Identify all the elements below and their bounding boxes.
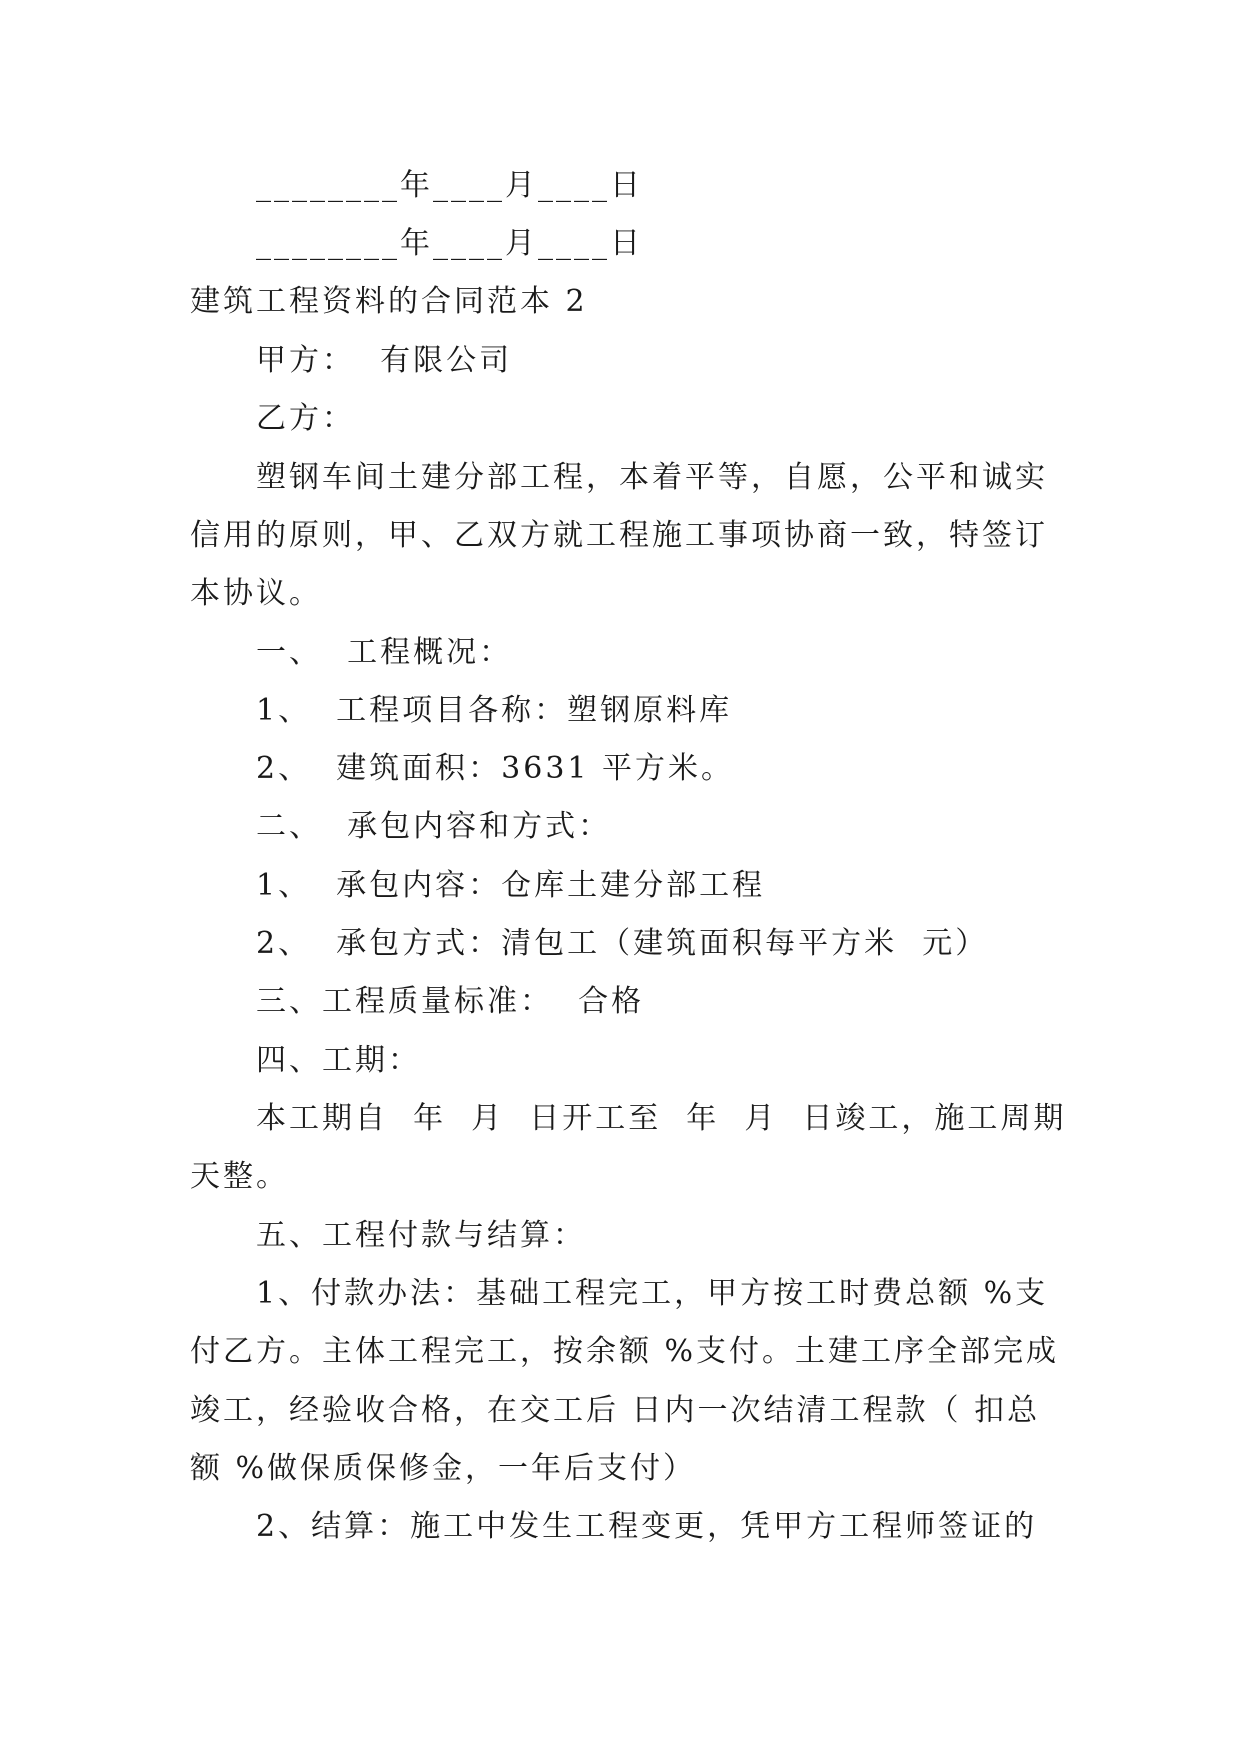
section-5-item-1-line-4: 额 %做保质保修金，一年后支付） <box>190 1451 697 1486</box>
intro-line-2: 信用的原则，甲、乙双方就工程施工事项协商一致，特签订 <box>190 518 1048 553</box>
party-a-line: 甲方： 有限公司 <box>256 343 513 378</box>
section-5-item-1-line-3: 竣工，经验收合格，在交工后 日内一次结清工程款（ 扣总 <box>190 1393 1041 1428</box>
section-1-item-1: 1、 工程项目各称：塑钢原料库 <box>256 693 733 728</box>
section-2-item-2: 2、 承包方式：清包工（建筑面积每平方米 元） <box>256 926 989 961</box>
date-line-1: ________年____月____日 <box>256 168 643 203</box>
section-4-heading: 四、工期： <box>256 1043 421 1078</box>
intro-line-3: 本协议。 <box>190 576 322 611</box>
section-1-item-2: 2、 建筑面积：3631 平方米。 <box>256 751 735 786</box>
date-line-2: ________年____月____日 <box>256 226 643 261</box>
section-2-heading: 二、 承包内容和方式： <box>256 809 612 844</box>
document-title: 建筑工程资料的合同范本 2 <box>190 284 588 319</box>
section-4-body-line-1: 本工期自 年 月 日开工至 年 月 日竣工，施工周期 <box>256 1101 1067 1136</box>
section-5-item-1-line-2: 付乙方。主体工程完工，按余额 %支付。土建工序全部完成 <box>190 1334 1060 1369</box>
section-5-item-2-line-1: 2、结算：施工中发生工程变更，凭甲方工程师签证的 <box>256 1509 1038 1544</box>
section-5-heading: 五、工程付款与结算： <box>256 1218 586 1253</box>
party-b-line: 乙方： <box>256 401 355 436</box>
section-4-body-line-2: 天整。 <box>190 1159 289 1194</box>
intro-line-1: 塑钢车间土建分部工程，本着平等，自愿，公平和诚实 <box>256 460 1048 495</box>
section-3-heading: 三、工程质量标准： 合格 <box>256 984 645 1019</box>
section-5-item-1-line-1: 1、付款办法：基础工程完工，甲方按工时费总额 %支 <box>256 1276 1049 1311</box>
section-2-item-1: 1、 承包内容：仓库土建分部工程 <box>256 868 766 903</box>
section-1-heading: 一、 工程概况： <box>256 635 513 670</box>
